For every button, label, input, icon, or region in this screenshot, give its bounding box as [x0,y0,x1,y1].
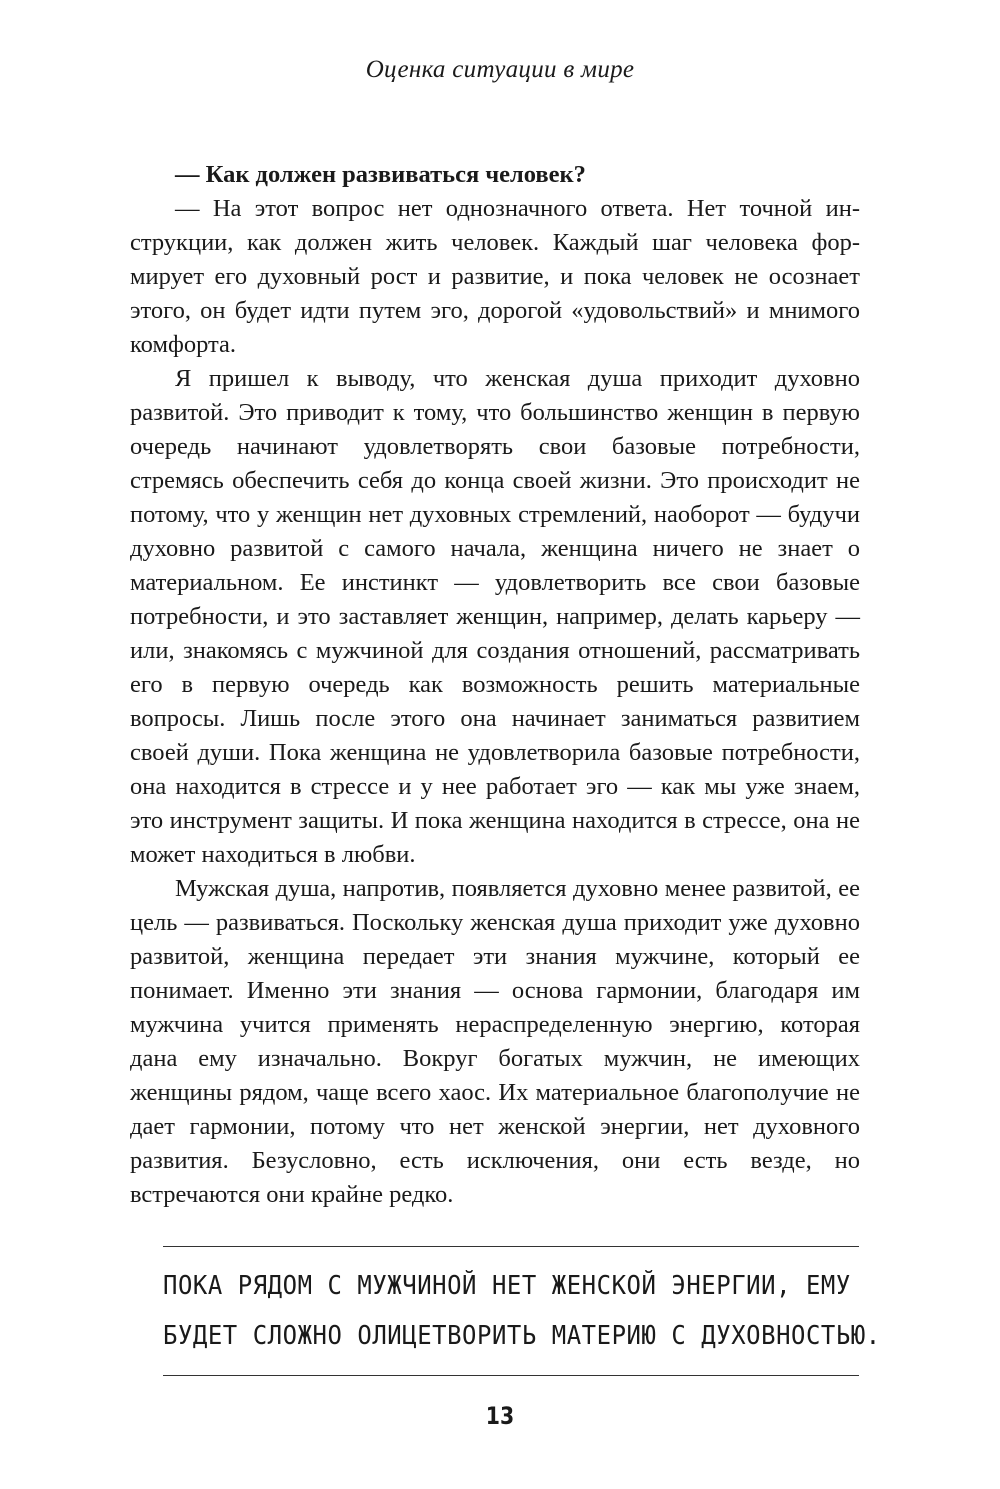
body-paragraph: Я пришел к выводу, что женская душа приходит духовно развитой. Это приводит к тому, что большинство женщин в первую очередь начинают удовлетворять свои базовые потребности, стремясь обеспечить себя до конца своей жизни. Это происходит не потому, что у женщин нет духовных стремлений, наоборот — будучи духовно развитой с самого начала, женщина ничего не знает о материальном. Ее инстинкт — удовлетворить все свои базовые потребности, и это заставляет женщин, например, делать карьеру — или, знакомясь с мужчиной для создания отношений, рассматривать его в первую очередь как возможность решить материальные вопросы. Лишь после этого она начинает заниматься развитием своей души. Пока женщина не удовлетворила базовые потребности, она находится в стрессе и у нее работает эго — как мы уже знаем, это инструмент защиты. И пока женщина находится в стрессе, она не может находиться в любви. [130,365,860,868]
answer-paragraph: — На этот вопрос нет однозначного ответа. Нет точной инструкции, как должен жить человек. Каждый шаг человека формирует его духовный рост и развитие, и пока человек не осознает этого, он будет идти путем эго, дорогой «удовольствий» и мнимого комфорта. [130,195,860,358]
body-text [130,158,860,1212]
body-paragraph: Мужская душа, напротив, появляется духовно менее развитой, ее цель — развиваться. Поскольку женская душа приходит уже духовно развитой, женщина передает эти знания мужчине, который ее понимает. Именно эти знания — основа гармонии, благодаря им мужчина учится применять нераспределенную энергию, которая дана ему изначально. Вокруг богатых мужчин, не имеющих женщины рядом, чаще всего хаос. Их материальное благополучие не дает гармонии, потому что нет женской энергии, нет духовного развития. Безусловно, есть исключения, они есть везде, но встречаются они крайне редко. [130,875,860,1208]
running-title: Оценка ситуации в мире [365,56,635,83]
page-number: 13 [485,1402,515,1430]
pull-quote-line: ПОКА РЯДОМ С МУЖЧИНОЙ НЕТ ЖЕНСКОЙ ЭНЕРГИИ, ЕМУ [163,1271,851,1301]
pull-quote [163,1246,881,1376]
question-heading: — Как должен развиваться человек? [175,161,586,188]
pull-quote-line: БУДЕТ СЛОЖНО ОЛИЦЕТВОРИТЬ МАТЕРИЮ С ДУХОВНОСТЬЮ. [163,1321,881,1351]
